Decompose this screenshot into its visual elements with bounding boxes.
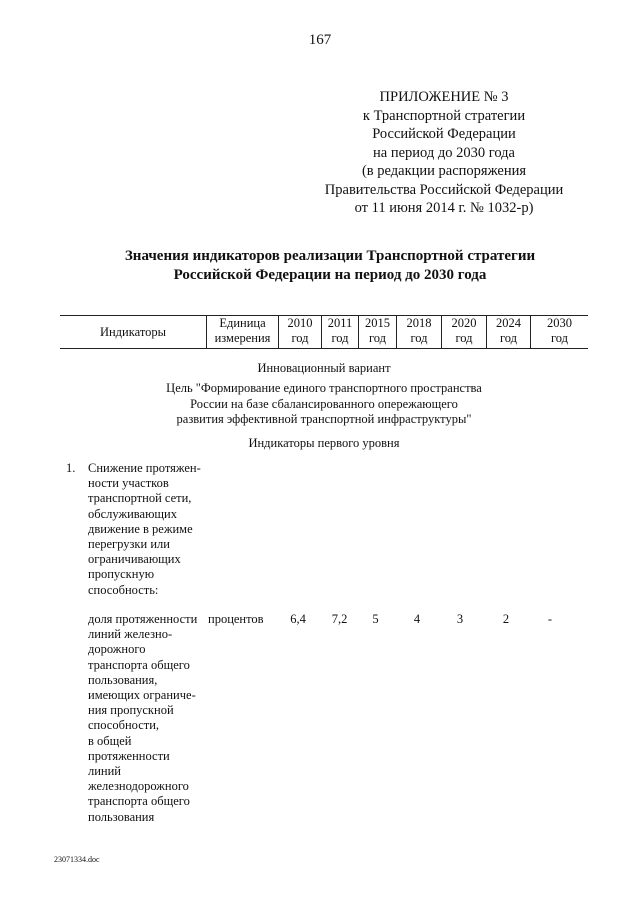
header-year-2011: 2011 год [321,316,358,348]
row-description: Снижение протяжен- ности участков транспортной сети, обслуживающих движение в режиме перегрузки или ограничивающих пропускную способность: [88,461,201,597]
table-header-bottom-rule [60,348,588,349]
appendix-line: от 11 июня 2014 г. № 1032-р) [354,200,534,216]
appendix-line: ПРИЛОЖЕНИЕ № 3 [379,89,509,105]
header-indicators: Индикаторы [99,325,167,339]
row-number: 1. [66,461,76,475]
document-title [60,247,600,285]
page-number: 167 [308,32,332,48]
value-2024: 2 [502,612,510,626]
title-line: Российской Федерации на период до 2030 года [173,267,487,283]
value-2010: 6,4 [290,612,306,626]
appendix-line: (в редакции распоряжения [361,163,527,179]
appendix-line: к Транспортной стратегии [362,107,526,124]
appendix-line: Российской Федерации [372,126,516,142]
value-2015: 5 [372,612,379,626]
title-line: Значения индикаторов реализации Транспортной стратегии [124,248,536,264]
header-unit: Единица измерения [206,316,278,348]
appendix-line: Правительства Российской Федерации [324,181,564,198]
value-2011: 7,2 [331,612,348,626]
header-year-2010: 2010 год [278,316,321,348]
header-year-2020: 2020 год [441,316,486,348]
variant-caption: Инновационный вариант [257,361,391,375]
unit-value: процентов [208,612,264,626]
appendix-header [300,88,588,218]
level-caption: Индикаторы первого уровня [248,436,400,450]
header-year-2024: 2024 год [486,316,530,348]
value-2020: 3 [456,612,464,626]
header-year-2030: 2030 год [530,316,588,348]
appendix-line: на период до 2030 года [373,144,515,161]
value-2018: 4 [413,612,421,626]
value-2030: - [547,612,553,626]
subrow-description: доля протяженности линий железно- дорожного транспорта общего пользования, имеющих ограниче- ния пропускной способности, в общей протяженности линий железнодорожного транспорта общего пользования [88,612,198,824]
header-year-2015: 2015 год [358,316,396,348]
header-year-2018: 2018 год [396,316,441,348]
footer-doc-code: 23071334.doc [54,855,100,864]
goal-caption: Цель "Формирование единого транспортного пространства России на базе сбалансированного опережающего развития эффективной транспортной инфраструктуры" [166,381,482,426]
